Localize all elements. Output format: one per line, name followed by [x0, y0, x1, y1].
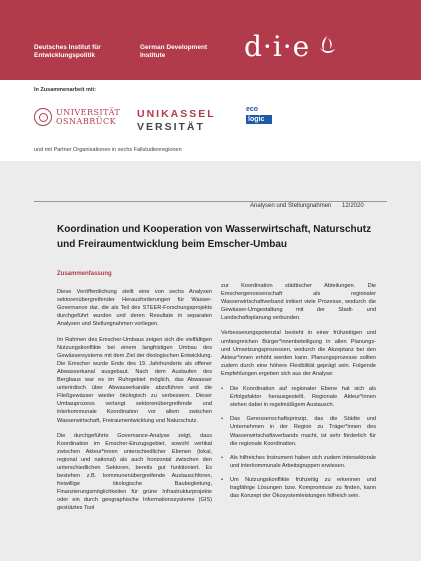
recommendation-item: • Das Genossenschaftsprinzip, das die Städte und Unternehmen in der Region zu Träger*innen des Wasserwirtschaftsverbands macht, ist sehr förderlich für die regionale Koordination. — [221, 415, 376, 447]
institute-name-english — [140, 44, 230, 60]
osnabrueck-wordmark — [56, 108, 120, 126]
cooperation-label: In Zusammenarbeit mit: — [34, 87, 97, 93]
recommendation-item: • Als hilfreiches Instrument haben sich zudem intersektorale und interkommunale Arbeitsgruppen erwiesen. — [221, 454, 376, 470]
summary-paragraph: Diese Veröffentlichung stellt eine von sechs Analysen sektorenübergreifender Herausforderungen für Wasser-Governance dar, die als Teil des STEER-Forschungsprojekts durchgeführt wurden und deren Resultate in separaten Analysen und Stellungnahmen vorliegen. — [57, 289, 212, 328]
recommendation-item: • Um Nutzungskonflikte frühzeitig zu erkennen und tragfähige Lösungen bzw. Kompromisse zu finden, kann das Konzept der Ökosystemleistungen hilfreich sein. — [221, 476, 376, 500]
summary-heading: Zusammenfassung — [57, 271, 112, 277]
osnabrueck-logo — [34, 108, 120, 126]
summary-paragraph: Im Rahmen des Emscher-Umbaus zeigen sich die vielfältigen Nutzungskonflikte bei einem langfristigen Umbau des Gewässersystems mit dem Ziel der ökologischen Entwicklung. Die Emscher wurde Ende des 19. Jahrhunderts als offener Abwasserkanal ausgebaut. Nach dem Auslaufen des Bergbaus war es im Ruhrgebiet möglich, das Abwasser unterirdisch über Abwasserkanäle abzuführen und die Fließgewässer wieder ökologisch zu verbessern. Dieser Umbauprozess verlangt sektorenübergreifende und interkommunale Koordination vor allem zwischen Wasserwirtschaft, Freiraumentwicklung und Naturschutz. — [57, 336, 212, 424]
institute-de-line2: Entwicklungspolitik — [34, 52, 96, 59]
institute-en-line2: Institute — [140, 52, 166, 59]
header-band — [0, 0, 421, 80]
kassel-logo — [137, 108, 216, 134]
die-logo-icon — [316, 34, 338, 56]
summary-paragraph: zur Koordination städtischer Abteilungen. Die Emschergenossenschaft als regionaler Wasserwirtschaftverband initiiert viele Prozesse, wodurch die Gewässer-Umgestaltung mit der Stadt- und Landschaftsplanung verbunden. — [221, 283, 376, 322]
kassel-line2: VERSITÄT — [137, 121, 205, 133]
summary-paragraph: Die durchgeführte Governance-Analyse zeigt, dass Koordination im Emscher-Einzugsgebiet, sowohl vertikal zwischen Akteur*innen unterschiedlicher Ebenen (lokal, regional und national) als auch horizontal zwischen den unterschiedlichen Sektoren, bereits gut funktioniert. Es bestehen z.B. kommunenübergreifende Austauschforen, freiwillige ökologische Baubegleitung, Finanzierungsmöglichkeiten für grüne Infrastrukturprojekte oder ein durch geographische Informationssysteme (GIS) gestütztes Tool — [57, 432, 212, 512]
partners-note: und mit Partner Organisationen in sechs Fallstudienregionen — [34, 147, 182, 153]
ecologic-logo — [246, 106, 272, 138]
series-divider — [34, 201, 387, 202]
ecologic-line2: logic — [246, 115, 272, 124]
die-logo-text: d·i·e — [244, 30, 311, 63]
recommendation-list — [221, 385, 376, 500]
summary-left-column — [57, 270, 212, 520]
series-name: Analysen und Stellungnahmen — [250, 203, 332, 209]
summary-paragraph: Verbesserungspotenzial besteht in einer frühzeitigen und umfangreichen Bürger*innenbeteiligung in allen Planungs- und Umsetzungsprozessen, wodurch die Akzeptanz bei den Akteur*innen erhöht werden kann. Planungsprozesse sollten zudem durch eine höhere Flexibilität geprägt sein. Folgende Empfehlungen ergeben sich aus der Analyse: — [221, 330, 376, 377]
recommendation-item: • Die Koordination auf regionaler Ebene hat sich als Erfolgsfaktor herausgestellt. Regionale Akteur*innen stehen dabei in regelmäßigem Austausch. — [221, 385, 376, 409]
university-seal-icon — [34, 108, 52, 126]
document-title: Koordination und Kooperation von Wasserwirtschaft, Naturschutz und Freiraumentwicklung beim Emscher-Umbau — [57, 224, 372, 250]
series-number: 12/2020 — [342, 203, 364, 209]
institute-de-line1: Deutsches Institut für — [34, 44, 101, 51]
osnabrueck-line2: OSNABRÜCK — [56, 117, 117, 126]
osnabrueck-line1: UNIVERSITÄT — [56, 108, 121, 117]
kassel-line1: UNIKASSEL — [137, 108, 216, 120]
institute-name-german — [34, 44, 134, 60]
institute-en-line1: German Development — [140, 44, 208, 51]
summary-right-column — [221, 282, 376, 506]
ecologic-line1: eco — [246, 106, 259, 113]
